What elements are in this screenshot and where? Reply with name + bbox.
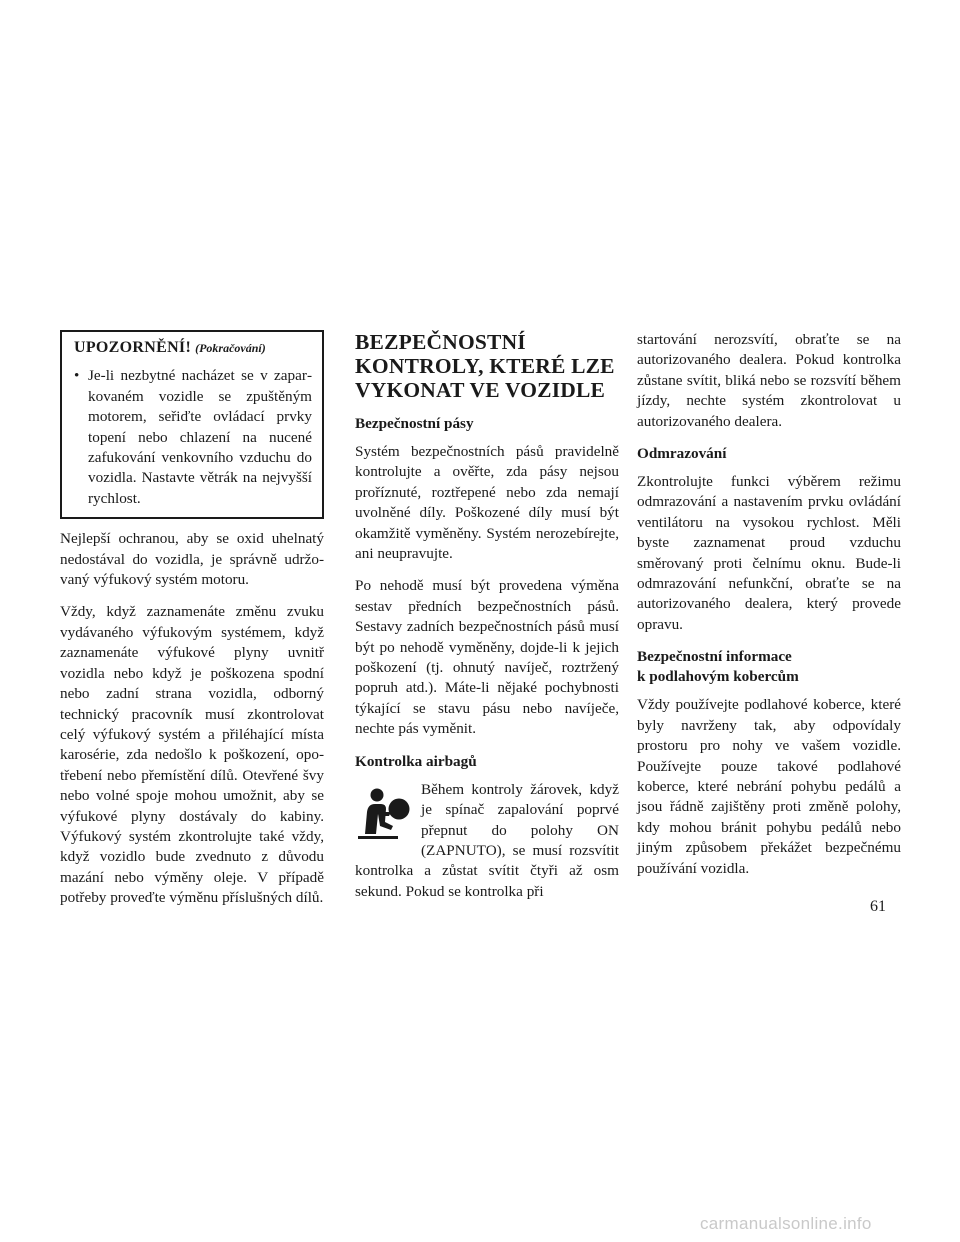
warning-bullet-text: Je-li nezbytné nacházet se v zaparkovaném vozidle se zpuštěným motorem, seřiďte ovládací prvky topení nebo chlazení na nucené zafukování venkovního vzduchu do vozidla. Nastavte větrák na nejvyšší rychlost. <box>88 367 312 507</box>
floor-mat-heading-line-2: k podlahovým kobercům <box>637 668 799 686</box>
left-column <box>60 330 324 921</box>
paragraph-belts-2: Po nehodě musí být provedena výměna sestav předních bezpečnostních pásů. Sestavy zadních bezpečnostních pásů musí být po nehodě vyměněny, dojde-li k jejich poškození (tj. ohnutý navíječ, roztržený popruh atd.). Máte-li nějaké pochybnosti týkající se stavu pásu nebo navíječe, nechte pás vyměnit. <box>355 577 619 738</box>
paragraph-airbag: Během kontroly žárovek, když je spínač zapalování poprvé přepnut do polohy ON (ZAPNUTO), se musí rozsvítit kontrolka a zůstat svítit čtyři až osm sekund. Pokud se kontrolka při <box>355 780 619 900</box>
paragraph-exhaust-1: Nejlepší ochranou, aby se oxid uhelnatý nedostával do vozidla, je správně udržovaný výfukový systém motoru. <box>60 530 324 589</box>
paragraph-floor-mats: Vždy používejte podlahové koberce, které byly navrženy tak, aby odpovídaly prostoru pro nohy ve vašem vozidle. Používejte pouze takové podlahové koberce, které nebrání pohybu pedálů a jsou řádně zajištěny proti změně polohy, kdy mohou bránit pohybu pedálů nebo jiným způsobem překážet bezpečnému používání vozidla. <box>637 696 901 877</box>
airbag-heading: Kontrolka airbagů <box>355 752 477 770</box>
bullet-dot: • <box>74 367 80 385</box>
paragraph-defrost: Zkontrolujte funkci výběrem režimu odmrazování a nastavením prvku ovládání ventilátoru na vysokou rychlost. Měli byste zaznamenat proud vzduchu směrovaný proti čelnímu oknu. Bude-li odmrazování nefunkční, obraťte se na autorizovaného dealera, který provede opravu. <box>637 473 901 633</box>
page-number: 61 <box>870 898 886 915</box>
warning-heading <box>74 338 312 358</box>
paragraph-belts-1: Systém bezpečnostních pásů pravidelně kontrolujte a ověřte, zda pásy nejsou proříznuté, roztřepené nebo zda nemají uvolněné díly. Poškozené díly musí být okamžitě vyměněny. Systém nerozebírejte, ani neupravujte. <box>355 443 619 563</box>
middle-column <box>355 330 619 914</box>
warning-title: UPOZORNĚNÍ! <box>74 339 192 356</box>
section-heading: BEZPEČNOSTNÍ KONTROLY, KTERÉ LZE VYKONAT VE VOZIDLE <box>355 330 615 402</box>
watermark: carmanualsonline.info <box>700 1214 872 1233</box>
paragraph-exhaust-2: Vždy, když zaznamenáte změnu zvuku vydávaného výfukovým systémem, když zaznamenáte výfukové plyny uvnitř vozidla nebo když je poškozena spodní nebo zadní strana vozidla, odborný technický pracovník musí zkontrolovat celý výfukový systém a přiléhající místa karosérie, zda nedošlo k poškození, opotřebení nebo přemístění dílů. Otevřené švy nebo volné spoje mohou umožnit, aby se výfukové plyny dostávaly do kabiny. Výfukový systém zkontrolujte také vždy, když vozidlo bude zvednuto z důvodu mazání nebo výměny oleje. V případě potřeby proveďte výměnu příslušných dílů. <box>60 603 324 907</box>
floor-mat-heading <box>637 647 901 687</box>
belts-heading: Bezpečnostní pásy <box>355 415 474 432</box>
right-column <box>637 330 901 891</box>
warning-box <box>60 330 324 519</box>
airbag-section <box>355 780 619 902</box>
defrost-heading: Odmrazování <box>637 445 727 463</box>
warning-subtitle: (Pokračování) <box>195 341 266 355</box>
airbag-warning-icon <box>355 782 417 852</box>
paragraph-airbag-continued: startování nerozsvítí, obraťte se na autorizovaného dealera. Pokud kontrolka zůstane svítit, bliká nebo se rozsvítí během jízdy, nechte systém zkontrolovat u autorizovaného dealera. <box>637 331 901 430</box>
floor-mat-heading-line-1: Bezpečnostní informace <box>637 648 792 666</box>
warning-bullet <box>74 366 312 509</box>
